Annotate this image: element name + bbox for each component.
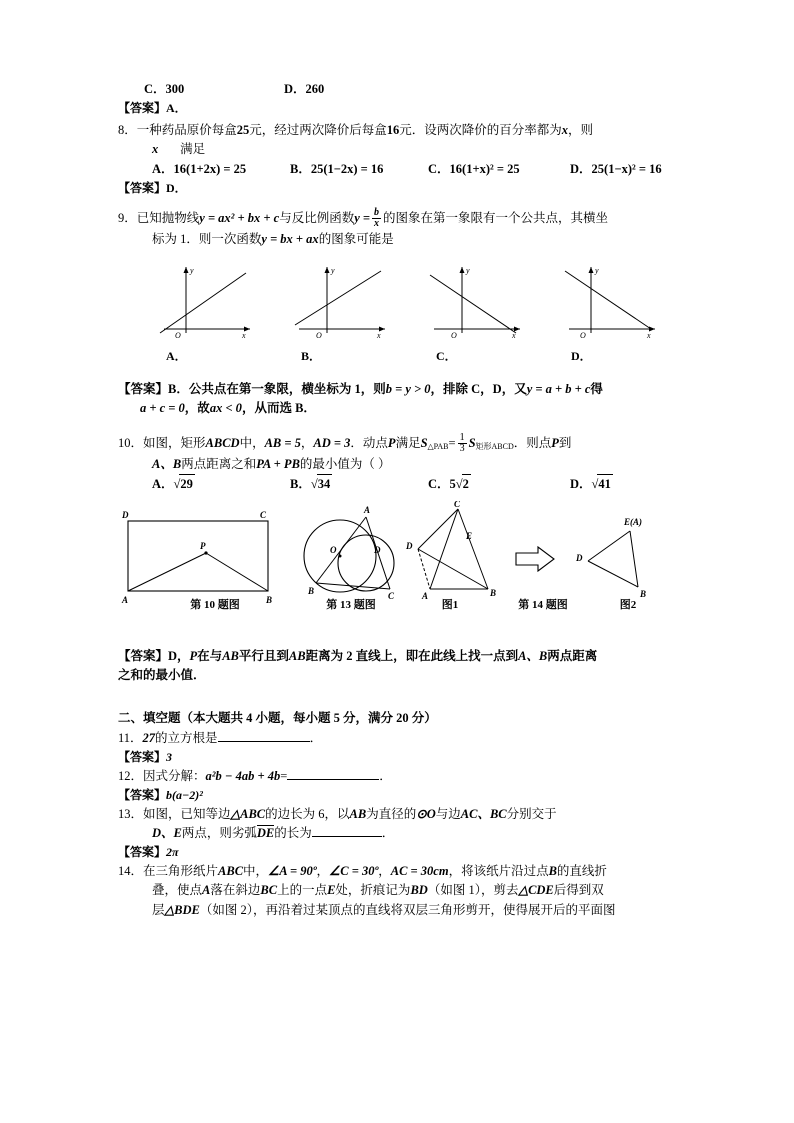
- svg-text:O: O: [450, 331, 457, 340]
- q10-line2-post: 的最小值为（ ）: [299, 456, 391, 471]
- svg-text:y: y: [330, 266, 335, 276]
- q11-answer: 【答案】3: [118, 750, 173, 765]
- q10-line1-tail: ．则点: [513, 435, 552, 450]
- q10-option-c[interactable]: C．5√2: [428, 474, 570, 494]
- q14-e2: E: [327, 883, 336, 898]
- q9-graph-a: [146, 259, 266, 339]
- q9-answer-p9: ，从而选 B．: [241, 401, 316, 416]
- q14-bde: △BDE: [164, 902, 200, 917]
- q12-pre: 12．因式分解：: [118, 768, 206, 783]
- q9-answer-p8: ax < 0: [209, 401, 242, 416]
- q8-option-d[interactable]: D．25(1−x)² = 16: [570, 161, 662, 176]
- q10-option-b[interactable]: B．√34: [290, 474, 428, 494]
- svg-text:y: y: [465, 266, 470, 276]
- q10-answer-p9: 两点距离: [547, 648, 598, 663]
- q14-line3-pre: 层: [152, 902, 165, 917]
- question-12: [118, 767, 678, 786]
- q9-graph-b-label: B．: [301, 349, 322, 364]
- svg-text:A: A: [122, 594, 129, 605]
- q13-answer: 【答案】2π: [118, 845, 179, 860]
- q10-s-right: S: [468, 435, 476, 450]
- q12-answer-blank[interactable]: [287, 779, 379, 780]
- q13-bc: BC: [489, 806, 507, 821]
- svg-text:y: y: [594, 266, 599, 276]
- q13-line1-post: 分别交于: [506, 806, 557, 821]
- q8-text-c: 元．设两次降价的百分率都为: [399, 122, 562, 137]
- q10-answer-p5: 平行且到: [238, 648, 289, 663]
- svg-text:C: C: [454, 500, 461, 509]
- q10-line1-mid: 中，: [239, 435, 265, 450]
- q8-line2-var: x: [152, 142, 159, 157]
- q8-text-d: ，则: [568, 122, 594, 137]
- q8-num-2: 16: [386, 122, 400, 137]
- q9-answer-p3: ，排除 C，D，又: [430, 382, 527, 397]
- svg-text:B: B: [308, 585, 315, 596]
- q13-line1-pre: 13．如图，已知等边: [118, 806, 231, 821]
- q9-answer-p5: 得: [590, 382, 603, 397]
- q13-line2-mid: 两点，则劣弧: [181, 825, 257, 840]
- q13-ab: AB: [349, 806, 367, 821]
- q9-graph-a-label: A．: [166, 349, 187, 364]
- q9-graph-b: [281, 259, 401, 339]
- q12-expr: a²b − 4ab + 4b: [205, 768, 281, 783]
- section-2-title: 二、填空题（本大题共 4 小题，每小题 5 分，满分 20 分）: [118, 711, 437, 726]
- q14-line2-mid: 落在斜边: [210, 883, 261, 898]
- q14-line2-mid2: 上的一点: [277, 883, 328, 898]
- q9-line1-post: 的图象在第一象限有一个公共点，其横坐: [383, 210, 609, 225]
- svg-text:x: x: [511, 331, 516, 340]
- q10-ab: AB = 5: [264, 435, 301, 450]
- q13-line1-mid: 的边长为 6，以: [265, 806, 350, 821]
- q9-fraction: [372, 208, 381, 230]
- svg-text:E: E: [466, 530, 473, 541]
- q10-p2: P: [551, 435, 559, 450]
- q13-circle: ⊙O: [416, 806, 436, 821]
- q14-ang-a: ∠A = 90º: [268, 863, 317, 878]
- q8-option-b[interactable]: B．25(1−2x) = 16: [290, 161, 384, 176]
- q8-line2-text: 满足: [180, 142, 206, 157]
- q9-fraction-denominator: x: [374, 218, 380, 230]
- q14-line2-mid3: 处，折痕记为: [335, 883, 411, 898]
- q9-graph-d-label: D．: [571, 349, 592, 364]
- figures-svg: [118, 501, 678, 641]
- q10-answer-p7: 距离为 2 直线上，即在此线上找一点到: [305, 648, 519, 663]
- q10-options-row: [152, 474, 712, 494]
- q10-rect: ABCD: [205, 435, 240, 450]
- q9-graph-a-cell: [138, 259, 273, 366]
- svg-text:x: x: [241, 331, 246, 340]
- q11-answer-value: 3: [166, 750, 173, 765]
- q14-line2-post: 后得到双: [553, 883, 604, 898]
- fig-caption-2: 第 13 题图: [326, 598, 376, 611]
- q12-answer: 【答案】b(a−2)²: [118, 788, 203, 802]
- q10-answer-p2: P: [189, 648, 198, 663]
- q9-eq-1: y = ax² + bx + c: [199, 210, 280, 225]
- q10-comma: ，: [300, 435, 314, 450]
- q14-line1-mid: 中，: [243, 863, 269, 878]
- q13-line1-mid3: 与边: [435, 806, 461, 821]
- q9-graph-c: [416, 259, 536, 339]
- q8-option-c[interactable]: C．16(1+x)² = 25: [428, 161, 520, 176]
- q9-answer-p2: b = y > 0: [385, 382, 431, 397]
- question-13-line2: [152, 824, 678, 843]
- q8-var: x: [561, 122, 569, 137]
- q14-bc2: BC: [260, 883, 278, 898]
- q14-comma-2: ，: [378, 863, 391, 878]
- q12-dot: ．: [379, 768, 392, 783]
- q10-option-d[interactable]: D．√41: [570, 474, 613, 494]
- q9-answer-line1: [118, 380, 678, 399]
- svg-text:A: A: [422, 590, 429, 601]
- q9-answer-p6: a + c = 0: [140, 401, 185, 416]
- q10-answer-line1: [118, 647, 678, 666]
- q10-answer-p4: AB: [222, 648, 239, 663]
- q10-figures: [118, 501, 678, 641]
- q13-line2-post: 的长为: [274, 825, 312, 840]
- q10-ad: AD = 3: [313, 435, 351, 450]
- svg-text:B: B: [490, 587, 497, 598]
- q8-text-a: 8．一种药品原价每盒: [118, 122, 237, 137]
- q14-b1: B: [548, 863, 557, 878]
- q14-line1-post: ，将该纸片沿过点: [448, 863, 549, 878]
- q10-line1-end: 满足: [395, 435, 421, 450]
- q7-answer: 【答案】A．: [118, 101, 187, 116]
- q10-answer-p6: AB: [288, 648, 306, 663]
- q10-fraction: [458, 433, 467, 455]
- q12-eq: =: [280, 768, 288, 783]
- q9-answer-p4: y = a + b + c: [526, 382, 591, 397]
- q14-line1-end: 的直线折: [556, 863, 607, 878]
- q10-answer-p8: A、B: [518, 648, 548, 663]
- q9-line1-mid: 与反比例函数: [279, 210, 355, 225]
- q10-s-left-sub: △PAB: [427, 441, 449, 451]
- svg-text:x: x: [646, 331, 651, 340]
- q13-dot: ．: [381, 825, 395, 840]
- q14-line3-mid: （如图 2），再沿着过某顶点的直线将双层三角形剪开，使得展开后的平面图: [199, 902, 616, 917]
- q10-p: P: [387, 435, 396, 450]
- svg-text:B: B: [266, 594, 273, 605]
- q9-graph-c-cell: [408, 259, 543, 366]
- question-11: [118, 729, 678, 748]
- svg-text:y: y: [189, 266, 194, 276]
- q10-s-left: S: [420, 435, 428, 450]
- q14-ang-c: ∠C = 30º: [329, 863, 379, 878]
- q14-line1-pre: 14．在三角形纸片: [118, 863, 219, 878]
- fig-caption-3: 图1: [441, 598, 459, 611]
- q11-answer-blank[interactable]: [218, 741, 310, 742]
- q11-num: 27: [142, 730, 156, 745]
- q13-tri: △ABC: [230, 806, 266, 821]
- q14-cde: △CDE: [518, 883, 554, 898]
- question-10-line2: [152, 455, 678, 474]
- question-13: [118, 805, 678, 824]
- q10-line1-pre: 10．如图，矩形: [118, 435, 206, 450]
- q10-eq: =: [448, 435, 456, 450]
- svg-text:O: O: [330, 544, 337, 555]
- q8-answer: 【答案】D．: [118, 181, 187, 196]
- question-8-line2: [152, 140, 678, 159]
- q9-answer-p7: ，故: [184, 401, 210, 416]
- svg-text:O: O: [174, 331, 181, 340]
- q13-ac: AC、: [460, 806, 490, 821]
- q13-answer-value: 2π: [166, 845, 179, 860]
- q10-fraction-denominator: 3: [459, 443, 465, 455]
- q13-line2-pre: D、E: [152, 825, 182, 840]
- q9-graph-b-cell: [273, 259, 408, 366]
- q13-line1-mid2: 为直径的: [366, 806, 417, 821]
- fig-caption-4: 第 14 题图: [518, 598, 568, 611]
- q12-answer-value: b(a−2)²: [166, 788, 203, 802]
- svg-text:P: P: [200, 540, 206, 551]
- svg-text:x: x: [376, 331, 381, 340]
- q11-text: 的立方根是: [155, 730, 218, 745]
- q10-s-right-sub: 矩形ABCD: [475, 441, 514, 451]
- question-10: [118, 433, 678, 455]
- svg-text:D: D: [374, 544, 381, 555]
- q9-line2: 标为 1．则一次函数: [152, 231, 262, 246]
- q10-answer-p3: 在与: [197, 648, 223, 663]
- svg-text:E(A): E(A): [624, 516, 642, 527]
- q10-option-a[interactable]: A．√29: [152, 474, 290, 494]
- q10-line2-pre: A、B: [152, 456, 182, 471]
- q10-answer-line2: 之和的最小值．: [118, 667, 206, 682]
- page-content: [118, 80, 678, 920]
- q9-line1-pre: 9．已知抛物线: [118, 210, 200, 225]
- svg-text:C: C: [260, 509, 267, 520]
- question-8: [118, 121, 678, 140]
- q8-num-1: 25: [236, 122, 250, 137]
- q14-line2-mid4: （如图 1），剪去: [427, 883, 519, 898]
- q11-pre: 11．: [118, 730, 143, 745]
- q8-text-b: 元，经过两次降价后每盒: [249, 122, 387, 137]
- svg-text:B: B: [640, 588, 647, 599]
- q14-line2-pre: 叠，使点: [152, 883, 203, 898]
- q9-graph-row: [138, 259, 678, 366]
- q10-line2-eq: PA + PB: [256, 456, 300, 471]
- q13-answer-blank[interactable]: [312, 836, 382, 837]
- q14-a2: A: [202, 883, 211, 898]
- q8-option-a[interactable]: A．16(1+2x) = 25: [152, 161, 247, 176]
- q7-options-row: [144, 80, 704, 99]
- q9-line2-post: 的图象可能是: [318, 231, 394, 246]
- q10-fraction-numerator: 1: [459, 431, 465, 443]
- q8-options-row: [152, 160, 712, 179]
- q14-comma-1: ，: [316, 863, 330, 878]
- q9-answer-p1: 【答案】B．公共点在第一象限，横坐标为 1，则: [118, 382, 386, 397]
- svg-text:D: D: [406, 540, 413, 551]
- question-9-line2: [152, 230, 678, 249]
- q14-abc: ABC: [218, 863, 244, 878]
- q10-line1-tail2: 到: [558, 435, 572, 450]
- fig-caption-1: 第 10 题图: [190, 598, 240, 611]
- q14-bd: BD: [410, 883, 428, 898]
- svg-text:C: C: [388, 590, 395, 601]
- q7-option-c[interactable]: C．300: [144, 82, 185, 96]
- fig-caption-5: 图2: [619, 598, 637, 611]
- question-14-line2: [152, 881, 678, 900]
- svg-text:O: O: [315, 331, 322, 340]
- q9-graph-d: [551, 259, 671, 339]
- q9-graph-c-label: C．: [436, 349, 457, 364]
- q9-graph-d-cell: [543, 259, 678, 366]
- q10-answer-p1: 【答案】D，: [118, 648, 190, 663]
- q13-arc: DE: [256, 825, 275, 840]
- question-14: [118, 862, 678, 881]
- q11-dot: ．: [309, 730, 323, 745]
- q14-ac: AC = 30cm: [390, 863, 449, 878]
- svg-text:O: O: [579, 331, 586, 340]
- svg-text:D: D: [122, 509, 129, 520]
- question-9: [118, 208, 678, 230]
- q9-eq2-y: y =: [354, 210, 371, 225]
- svg-text:A: A: [364, 504, 371, 515]
- q10-line2: 两点距离之和: [181, 456, 257, 471]
- question-14-line3: [152, 901, 678, 920]
- q10-line1-post: ．动点: [350, 435, 388, 450]
- q9-line2-eq: y = bx + ax: [261, 231, 319, 246]
- q9-answer-line2: [140, 399, 678, 418]
- q7-option-d[interactable]: D．260: [284, 82, 325, 96]
- q9-fraction-numerator: b: [374, 206, 380, 218]
- svg-text:D: D: [576, 552, 583, 563]
